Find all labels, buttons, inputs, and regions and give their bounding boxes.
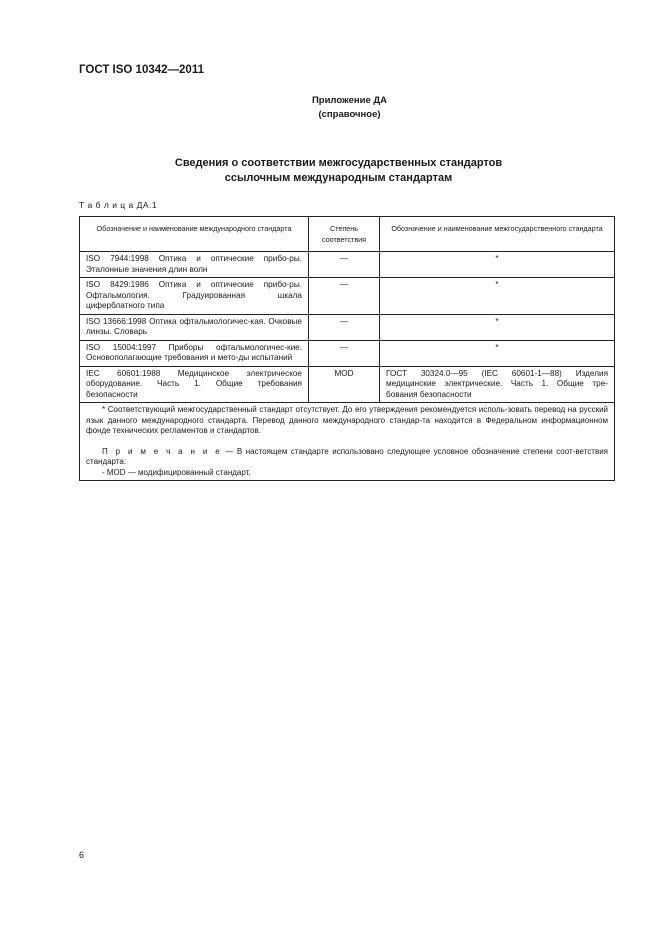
- cell-degree: —: [309, 340, 380, 366]
- cell-national: *: [380, 314, 615, 340]
- title-line-2: ссылочным международным стандартам: [224, 172, 453, 184]
- note-text: — В настоящем стандарте использовано следующее условное обозначение степени соот-ветствия стандарта:: [86, 446, 608, 466]
- note: [86, 447, 608, 468]
- cell-degree: —: [309, 314, 380, 340]
- table-row: [80, 366, 615, 403]
- header-degree: Степень соответствия: [309, 217, 380, 252]
- table-header-row: [80, 217, 615, 252]
- cell-degree: —: [309, 278, 380, 315]
- table-row: [80, 278, 615, 315]
- cell-national: *: [380, 278, 615, 315]
- cell-national: *: [380, 252, 615, 278]
- header-international-standard: Обозначение и наименование международного стандарта: [80, 217, 309, 252]
- correspondence-table: [79, 216, 615, 481]
- document-title: [0, 156, 661, 186]
- table-notes-row: [80, 403, 615, 481]
- appendix-heading: [0, 94, 661, 122]
- cell-international: ISO 15004:1997 Приборы офтальмологичес-кие. Основополагающие требования и мето-ды испытаний: [80, 340, 309, 366]
- table-caption: Т а б л и ц а ДА.1: [79, 200, 158, 210]
- page-number: 6: [79, 850, 85, 860]
- table-row: [80, 340, 615, 366]
- cell-international: ISO 7944:1998 Оптика и оптические прибо-ры. Эталонные значения длин волн: [80, 252, 309, 278]
- appendix-type: (справочное): [318, 109, 381, 120]
- cell-degree: —: [309, 252, 380, 278]
- cell-international: ISO 8429:1986 Оптика и оптические прибо-ры. Офтальмология. Градуированная шкала циферблатного типа: [80, 278, 309, 315]
- table-notes: [80, 403, 615, 481]
- cell-degree: MOD: [309, 366, 380, 403]
- note-label: П р и м е ч а н и е: [102, 446, 222, 456]
- title-line-1: Сведения о соответствии межгосударственных стандартов: [174, 157, 503, 169]
- note-item: - MOD — модифицированный стандарт.: [102, 467, 251, 477]
- appendix-label: Приложение ДА: [311, 95, 388, 106]
- table-row: [80, 314, 615, 340]
- cell-national: *: [380, 340, 615, 366]
- footnote: * Соответствующий межгосударственный стандарт отсутствует. До его утверждения рекомендуется исполь-зовать перевод на русский язык данного международного стандарта. Перевод данного международного стандар-та находится в Федеральном информационном фонде технических регламентов и стандартов.: [86, 405, 608, 435]
- header-national-standard: Обозначение и наименование межгосударственного стандарта: [380, 217, 615, 252]
- cell-national: ГОСТ 30324.0—95 (IEC 60601-1—88) Изделия медицинские электрические. Часть 1. Общие тре-бования безопасности: [380, 366, 615, 403]
- standard-code: ГОСТ ISO 10342—2011: [79, 64, 204, 76]
- table-row: [80, 252, 615, 278]
- cell-international: IEC 60601:1988 Медицинское электрическое оборудование. Часть 1. Общие требования безопасности: [80, 366, 309, 403]
- cell-international: ISO 13666:1998 Оптика офтальмологичес-кая. Очковые линзы. Словарь: [80, 314, 309, 340]
